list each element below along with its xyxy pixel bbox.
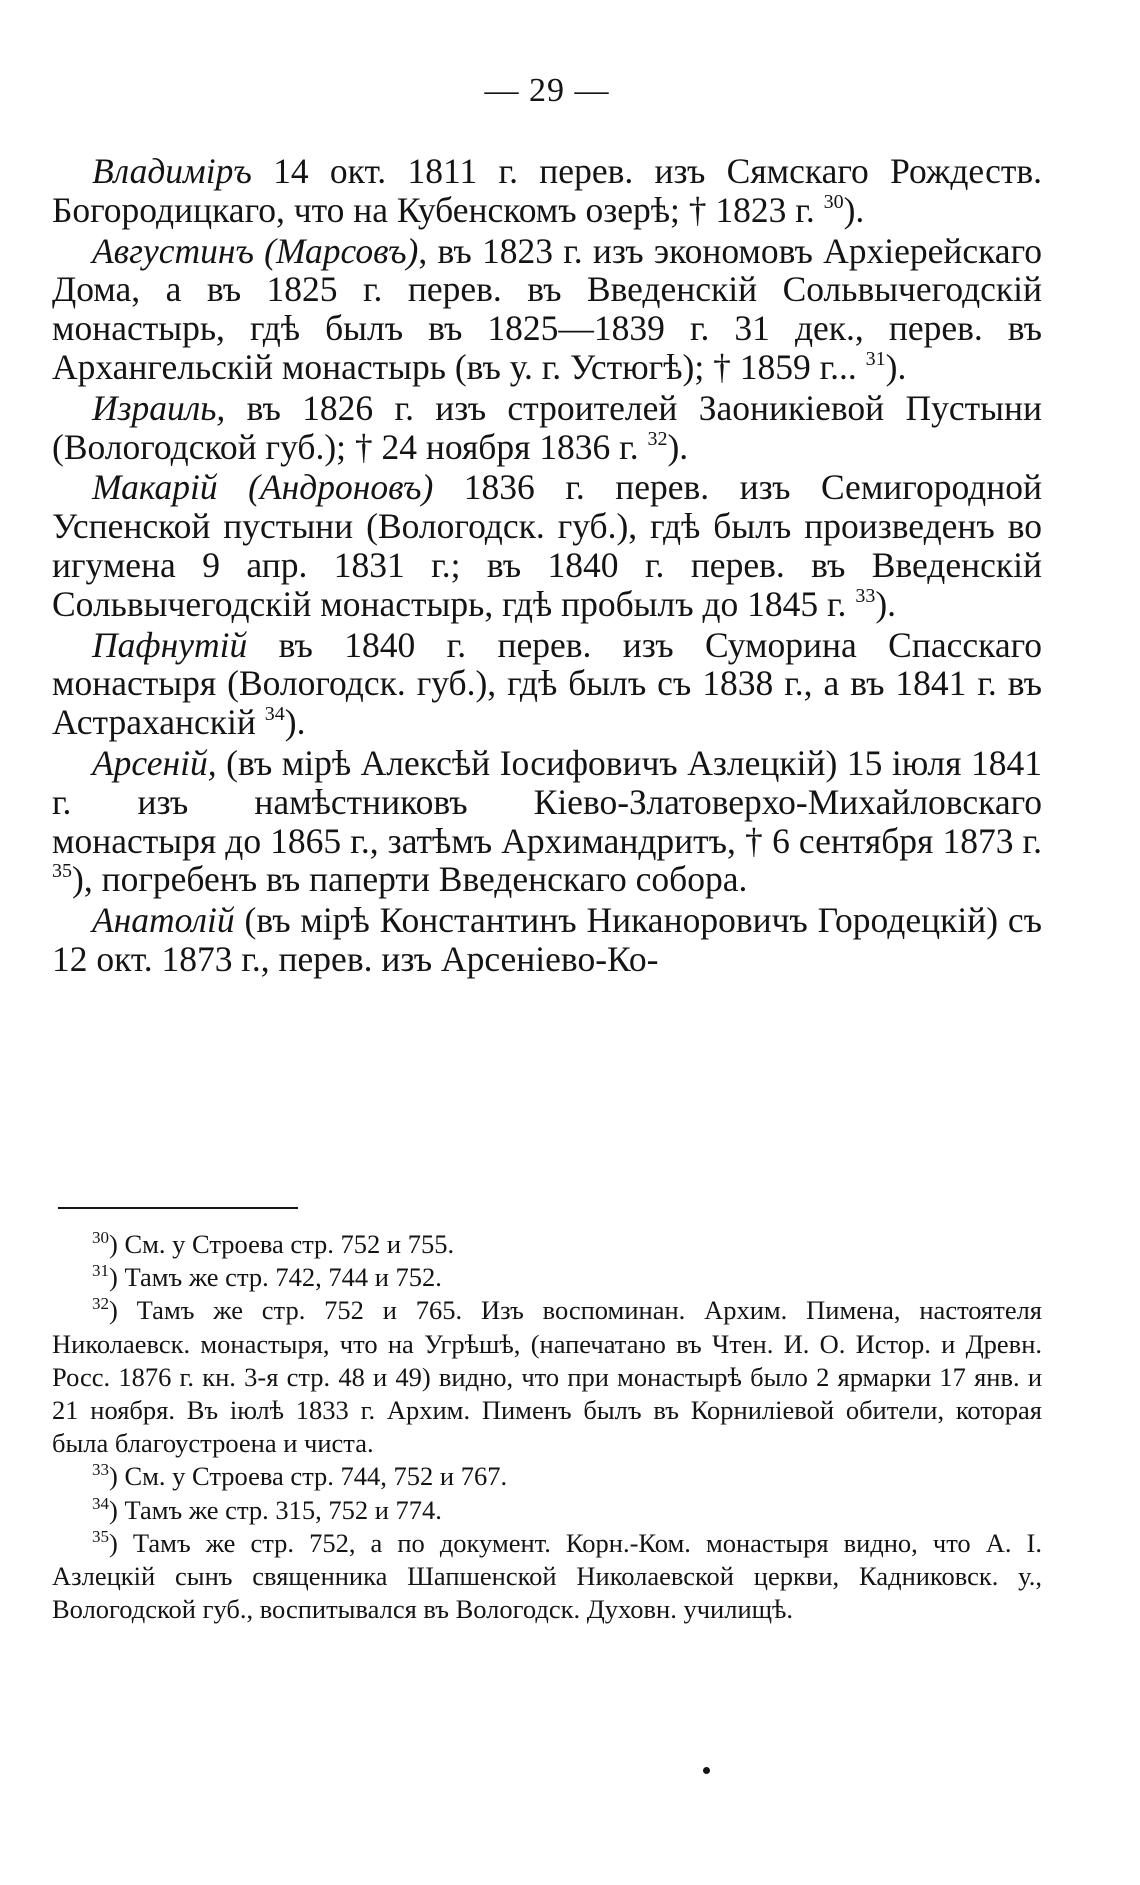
footnote-ref: 33 — [855, 584, 876, 607]
entry-text: въ 1840 г. перев. изъ Суморина Спасскаго монастыря (Вологодск. губ.), гдѣ былъ съ 1838 г., а въ 1841 г. въ Астраханскій — [52, 624, 1042, 743]
main-text — [52, 152, 1042, 981]
footnote-text: ) Тамъ же стр. 742, 744 и 752. — [109, 1262, 442, 1293]
footnote-34 — [52, 1494, 1042, 1527]
entry-text: 14 окт. 1811 г. перев. изъ Сямскаго Рождеств. Богородицкаго, что на Кубенскомъ озерѣ; † 1823 г. — [52, 151, 1042, 230]
footnote-30 — [52, 1228, 1042, 1261]
footnotes — [52, 1228, 1042, 1626]
footnote-33 — [52, 1460, 1042, 1493]
entry-text: въ 1826 г. изъ строителей Заоникіевой Пустыни (Вологодской губ.); † 24 ноября 1836 г. — [52, 387, 1042, 467]
footnote-text: ) См. у Строева стр. 752 и 755. — [109, 1229, 455, 1259]
footnote-divider — [58, 1207, 298, 1209]
entry-tail: ). — [885, 346, 907, 387]
footnote-number: 31 — [92, 1261, 109, 1281]
entry-name: Владиміръ — [92, 151, 252, 191]
footnote-ref: 30 — [823, 190, 844, 213]
entry-arseniy — [52, 744, 1042, 899]
entry-text: 1836 г. перев. изъ Семигородной Успенской пустыни (Вологодск. губ.), гдѣ былъ произведенъ во игумена 9 апр. 1831 г.; въ 1840 г. перев. въ Введенскій Сольвычегодскій монастырь, гдѣ пробылъ до 1845 г. — [52, 467, 1042, 624]
entry-text: , въ 1823 г. изъ экономовъ Архіерейскаго Дома, а въ 1825 г. перев. въ Введенскій Сольвычегодскій монастырь, гдѣ былъ въ 1825—1839 г. 31 дек., перев. въ Архангельскій монастырь (въ у. г. Устюгѣ); † 1859 г... — [52, 230, 1042, 387]
entry-name: Арсеній, — [92, 742, 217, 783]
entry-anatoliy — [52, 901, 1042, 979]
footnote-35 — [52, 1527, 1042, 1627]
footnote-number: 34 — [92, 1493, 109, 1513]
footnote-ref: 31 — [865, 347, 886, 370]
footnote-number: 30 — [92, 1228, 109, 1247]
entry-izrail — [52, 389, 1042, 467]
entry-pafnutiy — [52, 626, 1042, 742]
footnote-number: 35 — [92, 1526, 109, 1546]
entry-avgustin — [52, 232, 1042, 387]
entry-vladimir — [52, 152, 1042, 230]
footnote-text: ) Тамъ же стр. 315, 752 и 774. — [109, 1494, 442, 1525]
footnote-ref: 32 — [647, 427, 668, 450]
footnote-ref: 34 — [264, 703, 285, 726]
footnote-text: ) Тамъ же стр. 752, а по документ. Корн.-Ком. монастыря видно, что А. І. Азлецкій сынъ священника Шапшенской Николаевской церкви, Кадниковск. у., Вологодской губ., воспитывался въ Вологодск. Духовн. училищѣ. — [52, 1527, 1042, 1625]
page-number: — 29 — — [484, 72, 610, 109]
footnote-ref: 35 — [52, 860, 72, 883]
entry-tail: ), погребенъ въ паперти Введенскаго собора. — [72, 859, 748, 900]
entry-name: Августинъ (Марсовъ) — [92, 230, 419, 271]
ink-speck — [703, 1767, 710, 1774]
entry-text: (въ мірѣ Константинъ Никаноровичъ Городецкій) съ 12 окт. 1873 г., перев. изъ Арсеніево-Ко- — [52, 900, 1042, 979]
entry-tail: ). — [843, 189, 865, 230]
entry-tail: ). — [284, 702, 306, 743]
entry-name: Пафнутій — [92, 624, 248, 665]
footnote-32 — [52, 1294, 1042, 1460]
entry-name: Макарій (Андроновъ) — [92, 467, 434, 508]
entry-tail: ). — [667, 426, 689, 467]
footnote-number: 33 — [92, 1460, 109, 1480]
footnote-text: ) Тамъ же стр. 752 и 765. Изъ воспоминан. Архим. Пимена, настоятеля Николаевск. монастыря, что на Угрѣшѣ, (напечатано въ Чтен. И. О. Истор. и Древн. Росс. 1876 г. кн. 3-я стр. 48 и 49) видно, что при монастырѣ было 2 ярмарки 17 янв. и 21 ноября. Въ іюлѣ 1833 г. Архим. Пименъ былъ въ Корниліевой обители, которая была благоустроена и чиста. — [52, 1295, 1042, 1459]
entry-tail: ). — [875, 583, 897, 624]
footnote-number: 32 — [92, 1294, 109, 1314]
entry-name: Анатолій — [92, 900, 235, 941]
entry-makariy — [52, 468, 1042, 623]
footnote-31 — [52, 1261, 1042, 1294]
footnote-text: ) См. у Строева стр. 744, 752 и 767. — [109, 1461, 508, 1492]
entry-text: (въ мірѣ Алексѣй Іосифовичъ Азлецкій) 15 іюля 1841 г. изъ намѣстниковъ Кіево-Златоверхо-Михайловскаго монастыря до 1865 г., затѣмъ Архимандритъ, † 6 сентября 1873 г. — [52, 742, 1042, 861]
entry-name: Израиль, — [92, 387, 226, 428]
